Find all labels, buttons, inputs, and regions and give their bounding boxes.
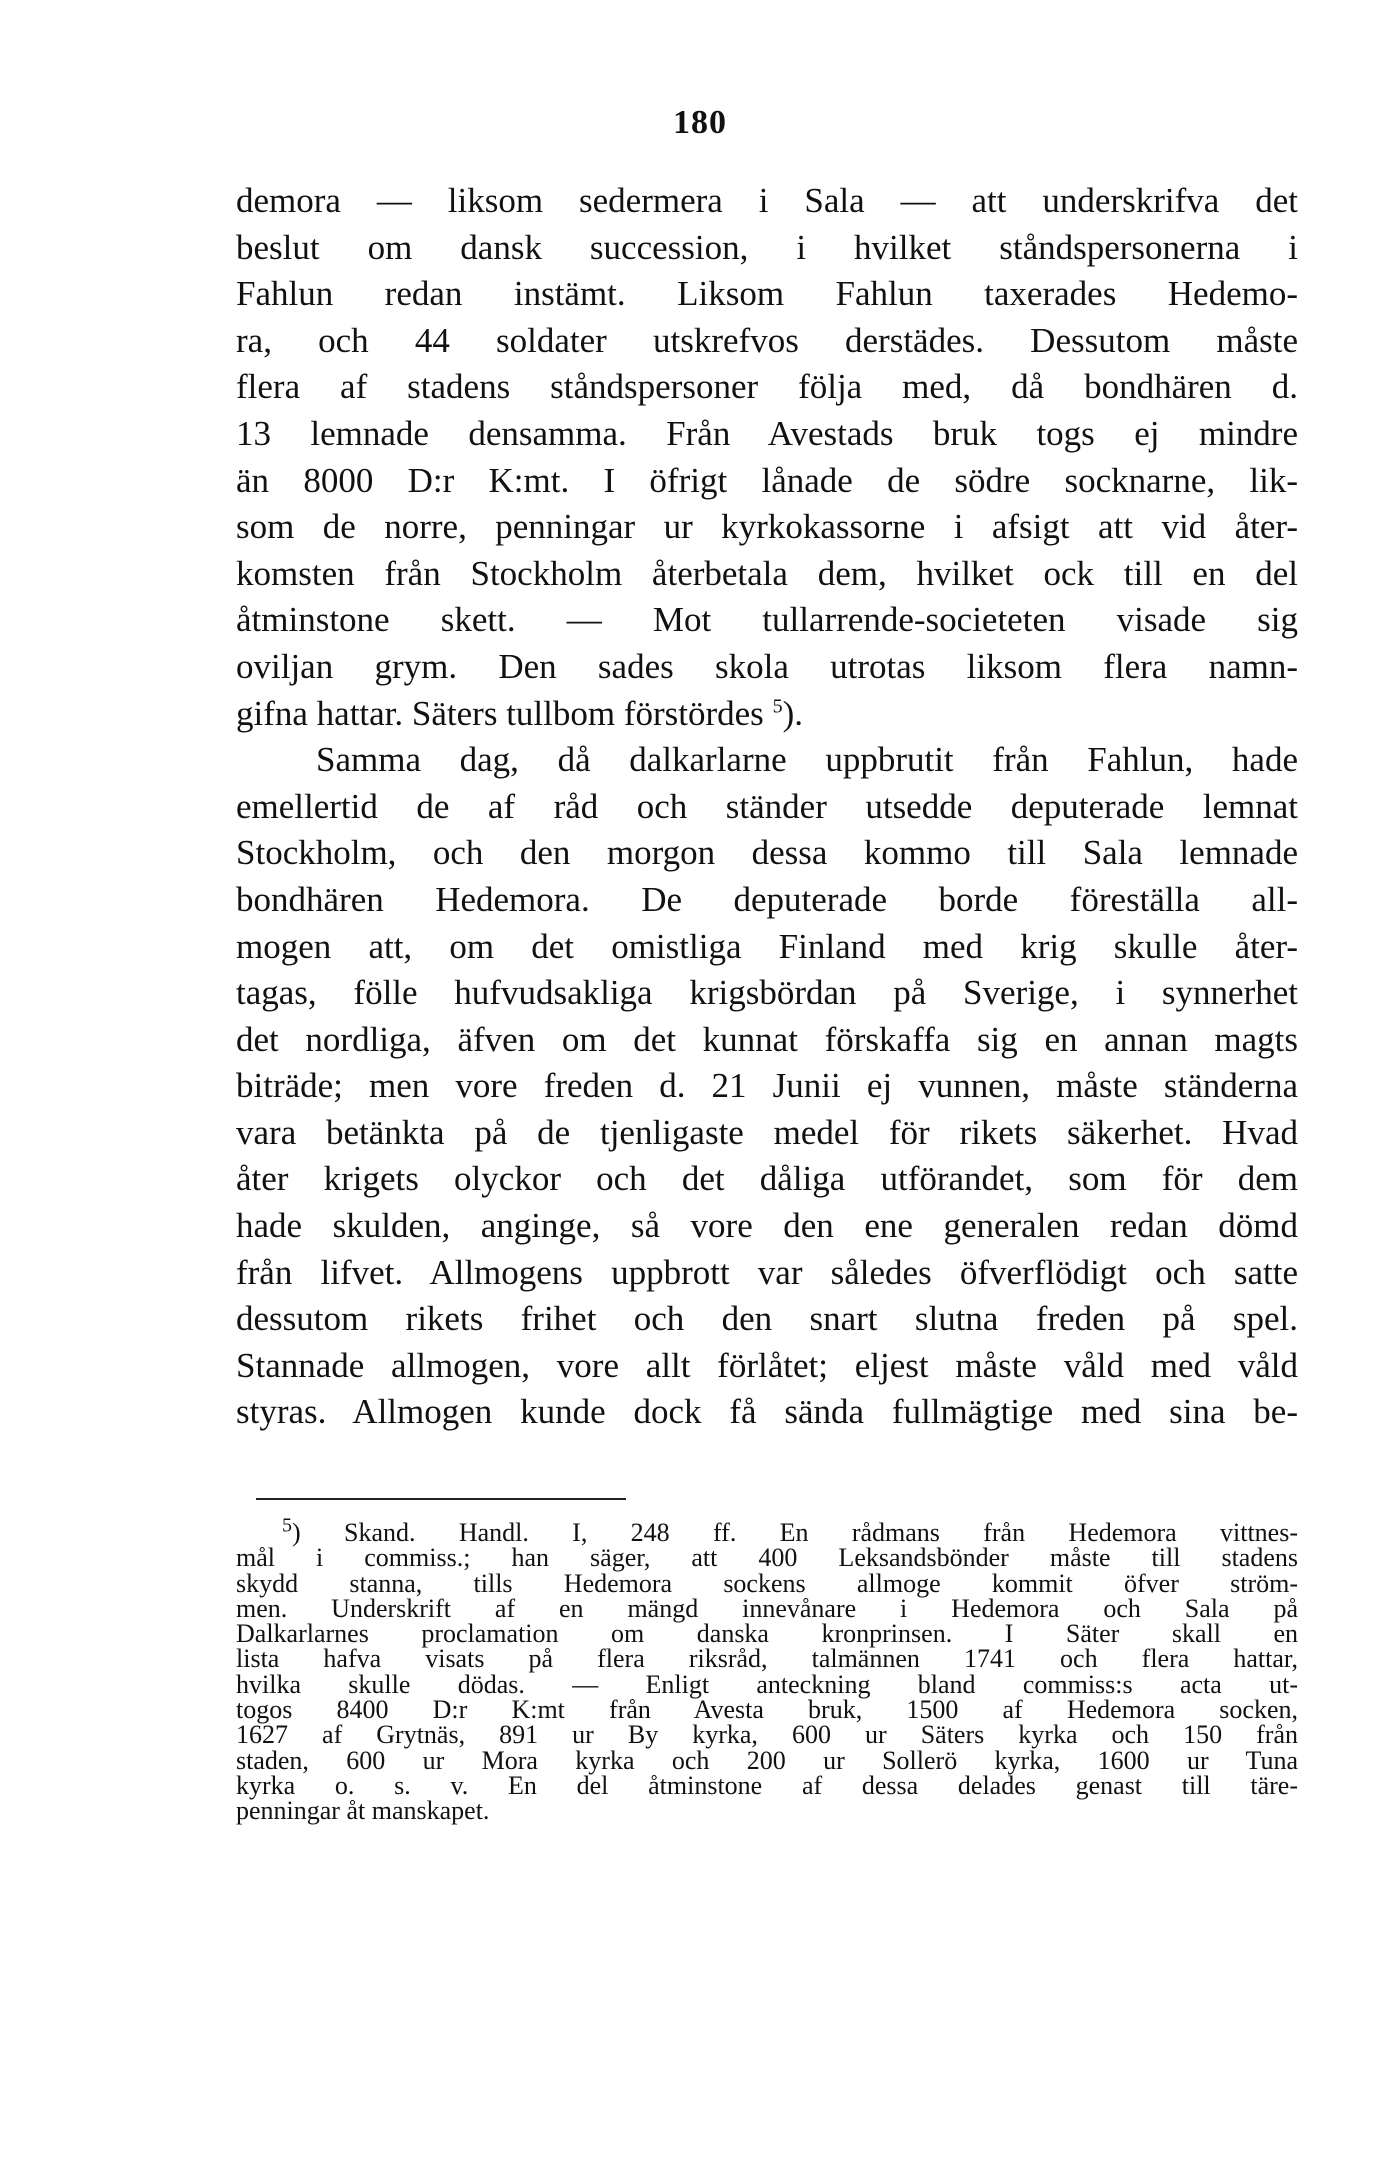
body-text — [236, 178, 1298, 1436]
paragraph-start-line: Samma dag, då dalkarlarne uppbrutit från Fahlun, hade — [316, 740, 1298, 780]
body-line: tagas, fölle hufvudsakliga krigsbördan på Sverige, i synnerhet — [236, 973, 1298, 1013]
footnotes — [236, 1514, 1298, 1826]
body-line: mogen att, om det omistliga Finland med krig skulle åter- — [236, 926, 1298, 966]
body-line: Fahlun redan instämt. Liksom Fahlun taxerades Hedemo- — [236, 274, 1298, 314]
footnote-line: lista hafva visats på flera riksråd, talmännen 1741 och flera hattar, — [236, 1644, 1298, 1674]
footnote-reference-tail: ). — [782, 693, 803, 733]
footnote-reference: 5 — [772, 694, 783, 717]
body-line: det nordliga, äfven om det kunnat förskaffa sig en annan magts — [236, 1019, 1298, 1059]
footnote-line: skydd stanna, tills Hedemora sockens allmoge kommit öfver ström- — [236, 1568, 1298, 1598]
body-line: oviljan grym. Den sades skola utrotas liksom flera namn- — [236, 646, 1298, 686]
footnote-line: togos 8400 D:r K:mt från Avesta bruk, 1500 af Hedemora socken, — [236, 1695, 1298, 1725]
body-line: komsten från Stockholm återbetala dem, hvilket ock till en del — [236, 553, 1298, 593]
footnote-line: Dalkarlarnes proclamation om danska kronprinsen. I Säter skall en — [236, 1619, 1298, 1649]
body-line: Stockholm, och den morgon dessa kommo till Sala lemnade — [236, 833, 1298, 873]
body-line: åtminstone skett. — Mot tullarrende-societeten visade sig — [236, 600, 1298, 640]
body-line: än 8000 D:r K:mt. I öfrigt lånade de södre socknarne, lik- — [236, 460, 1298, 500]
body-line: vara betänkta på de tjenligaste medel för rikets säkerhet. Hvad — [236, 1112, 1298, 1152]
body-line: bondhären Hedemora. De deputerade borde föreställa all- — [236, 879, 1298, 919]
body-line: ra, och 44 soldater utskrefvos derstädes. Dessutom måste — [236, 320, 1298, 360]
body-line: emellertid de af råd och ständer utsedde deputerade lemnat — [236, 786, 1298, 826]
footnote-line: hvilka skulle dödas. — Enligt anteckning bland commiss:s acta ut- — [236, 1669, 1298, 1699]
footnote-line: men. Underskrift af en mängd innevånare i Hedemora och Sala på — [236, 1593, 1298, 1623]
body-line: Stannade allmogen, vore allt förlåtet; eljest måste våld med våld — [236, 1345, 1298, 1385]
footnote-line: kyrka o. s. v. En del åtminstone af dessa delades genast till täre- — [236, 1770, 1298, 1800]
body-line: från lifvet. Allmogens uppbrott var således öfverflödigt och satte — [236, 1252, 1298, 1292]
footnote-marker: 5 — [282, 1514, 292, 1537]
footnote-line-text: Skand. Handl. I, 248 ff. En rådmans från Hedemora vittnes- — [344, 1518, 1298, 1547]
footnote-line — [236, 1514, 1298, 1547]
body-line: 13 lemnade densamma. Från Avestads bruk togs ej mindre — [236, 413, 1298, 453]
body-line-text: gifna hattar. Säters tullbom förstördes — [236, 693, 764, 733]
body-line: hade skulden, anginge, så vore den ene generalen redan dömd — [236, 1206, 1298, 1246]
body-line: biträde; men vore freden d. 21 Junii ej vunnen, måste ständerna — [236, 1066, 1298, 1106]
body-line: demora — liksom sedermera i Sala — att underskrifva det — [236, 181, 1298, 220]
body-line: beslut om dansk succession, i hvilket ståndspersonerna i — [236, 227, 1298, 267]
body-line: styras. Allmogen kunde dock få sända fullmägtige med sina be- — [236, 1392, 1298, 1432]
footnote-line: mål i commiss.; han säger, att 400 Leksandsbönder måste till stadens — [236, 1543, 1298, 1573]
body-line: åter krigets olyckor och det dåliga utförandet, som för dem — [236, 1159, 1298, 1199]
footnote-line: 1627 af Grytnäs, 891 ur By kyrka, 600 ur Säters kyrka och 150 från — [236, 1720, 1298, 1750]
footnote-line: staden, 600 ur Mora kyrka och 200 ur Sollerö kyrka, 1600 ur Tuna — [236, 1745, 1298, 1775]
footnote-marker-tail: ) — [292, 1518, 301, 1547]
body-line: som de norre, penningar ur kyrkokassorne i afsigt att vid åter- — [236, 507, 1298, 547]
body-line: dessutom rikets frihet och den snart slutna freden på spel. — [236, 1299, 1298, 1339]
footnote-divider — [256, 1498, 626, 1500]
body-line — [236, 691, 1298, 738]
page-number: 180 — [673, 104, 727, 141]
footnote-line: penningar åt manskapet. — [236, 1796, 490, 1826]
body-line: flera af stadens ståndspersoner följa med, då bondhären d. — [236, 367, 1298, 407]
